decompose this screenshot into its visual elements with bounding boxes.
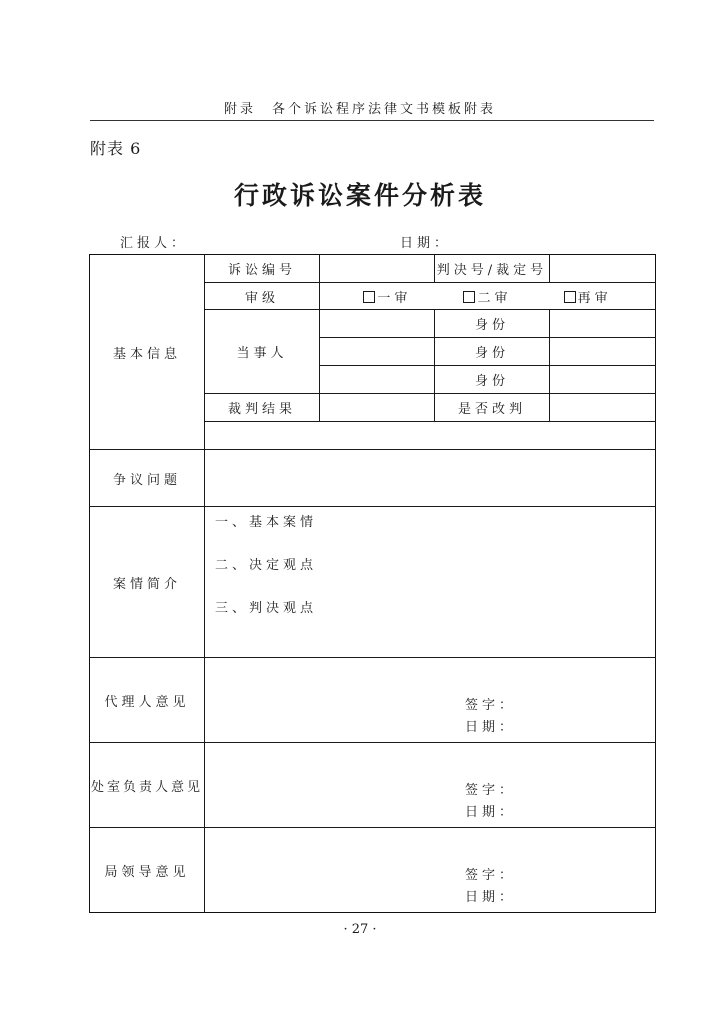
- signature-label: 签字：: [465, 868, 517, 883]
- party-identity-field[interactable]: [550, 338, 656, 366]
- instance-option-label: 二审: [477, 290, 512, 306]
- party-name-field[interactable]: [320, 338, 435, 366]
- party-identity-field[interactable]: [550, 366, 656, 394]
- agent-opinion-label: 代理人意见: [90, 658, 205, 743]
- summary-item: 二、决定观点: [215, 558, 318, 573]
- bureau-leader-opinion-label: 局领导意见: [90, 828, 205, 913]
- judgment-no-field[interactable]: [550, 255, 656, 283]
- case-no-field[interactable]: [320, 255, 435, 283]
- date-label: 日期：: [400, 236, 452, 251]
- instance-options: [320, 283, 656, 310]
- party-name-field[interactable]: [320, 366, 435, 394]
- signature-block: [465, 865, 516, 909]
- signature-date-label: 日期：: [465, 805, 517, 820]
- signature-block: [465, 695, 516, 739]
- summary-label: 案情简介: [90, 507, 205, 658]
- basic-info-extra-field[interactable]: [205, 422, 656, 450]
- summary-item: 一、基本案情: [215, 515, 318, 530]
- party-name-field[interactable]: [320, 310, 435, 338]
- judgment-no-label: 判决号/裁定号: [435, 255, 550, 283]
- instance-option-label: 一审: [377, 290, 412, 306]
- signature-block: [465, 780, 516, 824]
- checkbox-icon[interactable]: [463, 291, 475, 303]
- checkbox-icon[interactable]: [564, 291, 576, 303]
- instance-label: 审级: [205, 283, 320, 310]
- party-identity-label: 身份: [435, 366, 550, 394]
- result-field[interactable]: [320, 394, 435, 422]
- reporter-label: 汇报人：: [120, 236, 189, 251]
- page-number: · 27 ·: [343, 922, 377, 937]
- party-identity-field[interactable]: [550, 310, 656, 338]
- header-divider: [90, 120, 654, 121]
- summary-item: 三、判决观点: [215, 601, 318, 616]
- instance-option-second[interactable]: [463, 287, 511, 306]
- instance-option-label: 再审: [577, 290, 612, 306]
- basic-info-label: 基本信息: [90, 255, 205, 450]
- case-no-label: 诉讼编号: [205, 255, 320, 283]
- signature-label: 签字：: [465, 783, 517, 798]
- bureau-leader-opinion-field[interactable]: [205, 828, 656, 913]
- summary-field[interactable]: [205, 507, 656, 658]
- changed-field[interactable]: [550, 394, 656, 422]
- case-analysis-table: [89, 254, 656, 913]
- page-title: 行政诉讼案件分析表: [233, 181, 486, 210]
- instance-option-retrial[interactable]: [564, 287, 612, 306]
- signature-date-label: 日期：: [465, 890, 517, 905]
- signature-date-label: 日期：: [465, 720, 517, 735]
- dispute-field[interactable]: [205, 450, 656, 507]
- party-identity-label: 身份: [435, 338, 550, 366]
- changed-label: 是否改判: [435, 394, 550, 422]
- party-identity-label: 身份: [435, 310, 550, 338]
- dispute-label: 争议问题: [90, 450, 205, 507]
- agent-opinion-field[interactable]: [205, 658, 656, 743]
- division-head-opinion-label: 处室负责人意见: [90, 743, 205, 828]
- party-label: 当事人: [205, 310, 320, 394]
- signature-label: 签字：: [465, 698, 517, 713]
- appendix-label: 附表 6: [90, 139, 142, 158]
- running-header: 附录 各个诉讼程序法律文书模板附表: [223, 102, 496, 117]
- result-label: 裁判结果: [205, 394, 320, 422]
- instance-option-first[interactable]: [363, 287, 411, 306]
- division-head-opinion-field[interactable]: [205, 743, 656, 828]
- checkbox-icon[interactable]: [363, 291, 375, 303]
